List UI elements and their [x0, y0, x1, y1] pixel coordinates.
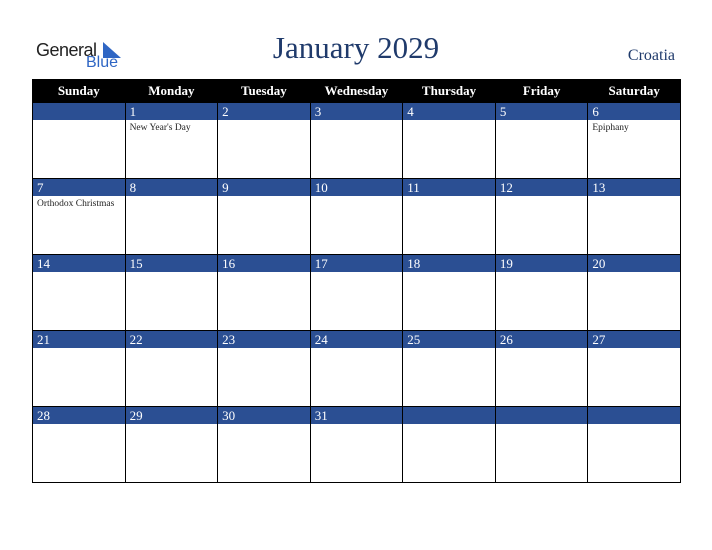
weekday-header: Saturday: [588, 79, 681, 103]
day-cell: [218, 331, 311, 407]
day-number: 16: [218, 255, 310, 273]
day-cell: [218, 407, 311, 483]
week-row: [33, 331, 681, 407]
holiday-label: [496, 273, 588, 274]
day-number: 17: [311, 255, 403, 273]
logo-text-blue: Blue: [86, 54, 119, 71]
holiday-label: [218, 197, 310, 198]
day-cell: [495, 179, 588, 255]
day-cell: [218, 255, 311, 331]
holiday-label: [33, 273, 125, 274]
day-number: 29: [126, 407, 218, 425]
day-cell: [33, 103, 126, 179]
week-row: [33, 407, 681, 483]
holiday-label: [311, 273, 403, 274]
day-number: 21: [33, 331, 125, 349]
day-number: 20: [588, 255, 680, 273]
day-cell: [495, 407, 588, 483]
holiday-label: [403, 425, 495, 426]
day-number: 9: [218, 179, 310, 197]
day-cell: [403, 179, 496, 255]
weekday-header-row: [33, 79, 681, 103]
holiday-label: [496, 197, 588, 198]
holiday-label: [311, 349, 403, 350]
day-cell: [403, 407, 496, 483]
day-cell: [33, 179, 126, 255]
day-cell: [588, 103, 681, 179]
day-cell: [125, 331, 218, 407]
day-number: 28: [33, 407, 125, 425]
day-number: 8: [126, 179, 218, 197]
holiday-label: [496, 425, 588, 426]
week-row: [33, 103, 681, 179]
day-number: [496, 407, 588, 425]
weekday-header: Thursday: [403, 79, 496, 103]
week-row: [33, 179, 681, 255]
day-number: 12: [496, 179, 588, 197]
holiday-label: [588, 425, 680, 426]
country-label: Croatia: [627, 47, 675, 64]
holiday-label: [218, 273, 310, 274]
holiday-label: [311, 425, 403, 426]
holiday-label: [218, 425, 310, 426]
day-number: 7: [33, 179, 125, 197]
holiday-label: [218, 121, 310, 122]
week-row: [33, 255, 681, 331]
holiday-label: Orthodox Christmas: [37, 199, 115, 209]
day-number: [403, 407, 495, 425]
day-cell: [33, 331, 126, 407]
holiday-label: [218, 349, 310, 350]
holiday-label: [33, 349, 125, 350]
day-cell: [403, 331, 496, 407]
day-number: 18: [403, 255, 495, 273]
day-number: 27: [588, 331, 680, 349]
weekday-header: Wednesday: [310, 79, 403, 103]
holiday-label: [403, 273, 495, 274]
day-cell: [218, 179, 311, 255]
weekday-header: Sunday: [33, 79, 126, 103]
holiday-label: [588, 349, 680, 350]
holiday-label: [496, 121, 588, 122]
day-number: 3: [311, 103, 403, 121]
holiday-label: [126, 425, 218, 426]
weekday-header: Friday: [495, 79, 588, 103]
holiday-label: [311, 121, 403, 122]
day-cell: [33, 407, 126, 483]
holiday-label: [33, 121, 125, 122]
holiday-label: [403, 349, 495, 350]
holiday-label: [311, 197, 403, 198]
day-cell: [310, 407, 403, 483]
day-number: [588, 407, 680, 425]
day-number: 30: [218, 407, 310, 425]
holiday-label: [403, 197, 495, 198]
holiday-label: [126, 273, 218, 274]
day-number: 15: [126, 255, 218, 273]
day-cell: [310, 179, 403, 255]
day-number: 6: [588, 103, 680, 121]
day-cell: [403, 103, 496, 179]
day-number: 24: [311, 331, 403, 349]
holiday-label: New Year's Day: [129, 123, 191, 133]
holiday-label: Epiphany: [592, 123, 629, 133]
day-cell: [125, 179, 218, 255]
day-number: 10: [311, 179, 403, 197]
day-cell: [588, 331, 681, 407]
day-number: [33, 103, 125, 121]
day-cell: [310, 103, 403, 179]
day-cell: [310, 331, 403, 407]
holiday-label: [403, 121, 495, 122]
calendar-grid: [32, 79, 681, 483]
day-cell: [125, 255, 218, 331]
day-cell: [125, 103, 218, 179]
day-cell: [495, 255, 588, 331]
day-number: 25: [403, 331, 495, 349]
holiday-label: [126, 349, 218, 350]
day-cell: [588, 179, 681, 255]
page-title: January 2029: [272, 30, 440, 65]
day-number: 5: [496, 103, 588, 121]
day-number: 23: [218, 331, 310, 349]
day-number: 19: [496, 255, 588, 273]
weekday-header: Monday: [125, 79, 218, 103]
day-number: 1: [126, 103, 218, 121]
day-number: 2: [218, 103, 310, 121]
holiday-label: [33, 425, 125, 426]
calendar-weeks: [33, 103, 681, 483]
day-cell: [310, 255, 403, 331]
day-number: 14: [33, 255, 125, 273]
day-cell: [495, 331, 588, 407]
day-cell: [218, 103, 311, 179]
day-number: 13: [588, 179, 680, 197]
day-number: 4: [403, 103, 495, 121]
day-cell: [495, 103, 588, 179]
day-cell: [588, 407, 681, 483]
holiday-label: [126, 197, 218, 198]
logo-text-general: General: [36, 40, 97, 60]
weekday-header: Tuesday: [218, 79, 311, 103]
holiday-label: [588, 273, 680, 274]
day-cell: [125, 407, 218, 483]
day-cell: [403, 255, 496, 331]
day-number: 22: [126, 331, 218, 349]
day-cell: [588, 255, 681, 331]
day-number: 31: [311, 407, 403, 425]
holiday-label: [496, 349, 588, 350]
holiday-label: [588, 197, 680, 198]
day-number: 11: [403, 179, 495, 197]
day-number: 26: [496, 331, 588, 349]
day-cell: [33, 255, 126, 331]
